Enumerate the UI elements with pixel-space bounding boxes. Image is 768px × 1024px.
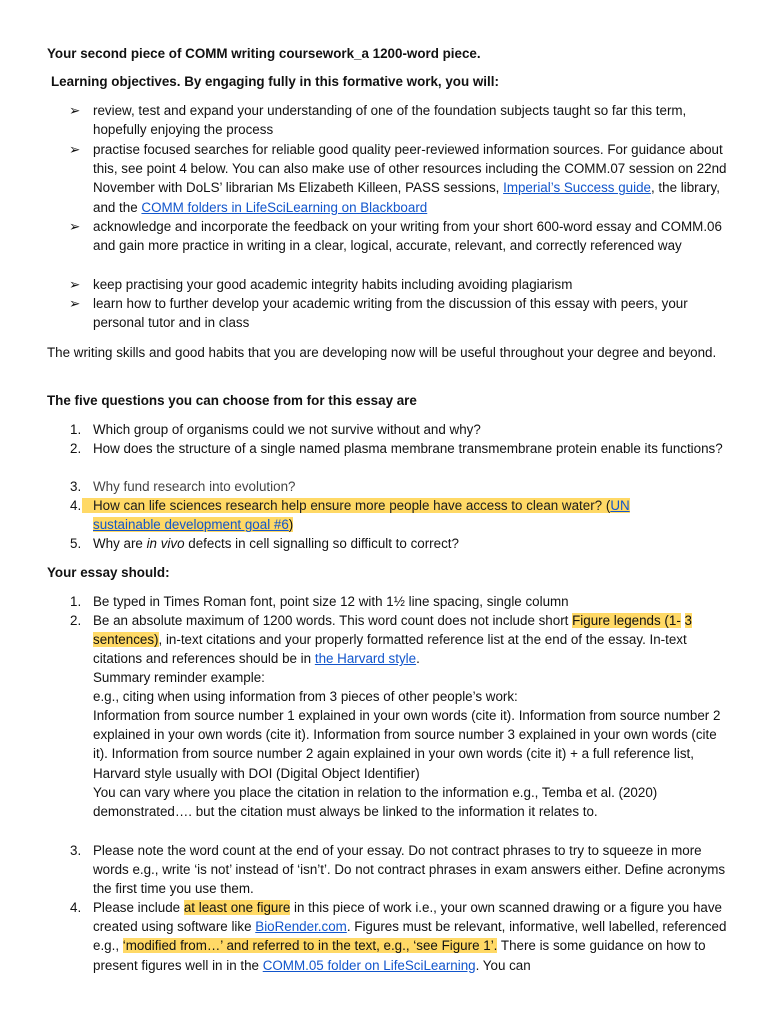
harvard-style-link[interactable]: the Harvard style — [314, 651, 417, 667]
list-number: 3. — [70, 479, 82, 494]
example-vary: You can vary where you place the citation in relation to the information e.g., Temba et al. (2020) demonstrated…. but the citation must always be linked to the information it relates to. — [93, 785, 658, 820]
essay-requirement-1: Be typed in Times Roman font, point size 12 with 1½ line spacing, single column — [93, 594, 569, 609]
essay-requirement-3: Please note the word count at the end of your essay. Do not contract phrases to try to squeeze in more words e.g., write ‘is not’ instead of ‘isn’t’. Do not contract phrases in exam answers either. Define acronyms the first time you use them. — [93, 843, 726, 897]
success-guide-link[interactable]: Imperial’s Success guide — [503, 180, 651, 196]
summary-label: Summary reminder example: — [93, 670, 265, 685]
essay-requirement-4 — [93, 898, 733, 975]
un-goal-link[interactable]: UN — [610, 498, 630, 513]
arrow-bullet-icon: ➢ — [69, 142, 81, 157]
essay-requirement-2 — [93, 611, 733, 669]
at-least-one-figure-highlight: at least one figure — [183, 900, 291, 915]
arrow-bullet-icon: ➢ — [69, 103, 81, 118]
requirement-4-text-c: . Figures must be relevant, informative, well labelled, referenced e.g., — [93, 919, 727, 954]
objective-2-text-b: , the library, and the — [93, 180, 720, 215]
example-body: Information from source number 1 explained in your own words (cite it). Information from source number 2 explained in your own words (cite it). Information from source number 3 explained in your own words (cite it). Information from source number 2 again explained in your own words (cite it) + a full reference list, Harvard style usually with DOI (Digital Object Identifier) — [93, 708, 721, 781]
arrow-bullet-icon: ➢ — [69, 219, 81, 234]
question-5-text-b: defects in cell signalling so difficult to correct? — [184, 536, 459, 551]
requirement-4-text-b: in this piece of work i.e., your own scanned drawing or a figure you have created using software like — [93, 900, 722, 935]
example-intro: e.g., citing when using information from 3 pieces of other people’s work: — [93, 689, 518, 704]
list-number: 5. — [70, 536, 82, 551]
question-4-close-paren: ) — [288, 517, 294, 532]
question-5-italic: in vivo — [146, 536, 185, 551]
un-goal-link-continued[interactable]: sustainable development goal #6 — [93, 517, 289, 532]
requirement-4-text-e: . You can — [475, 957, 531, 973]
objective-3: acknowledge and incorporate the feedback on your writing from your short 600-word essay and COMM.06 and gain more practice in writing in a clear, logical, accurate, relevant, and correctly referenced way — [93, 219, 722, 254]
figure-legends-highlight-continued: 3 sentences) — [93, 613, 692, 648]
question-5 — [93, 534, 733, 553]
requirement-2-text-c: . — [416, 651, 420, 667]
questions-heading: The five questions you can choose from for this essay are — [47, 393, 417, 408]
figure-legends-highlight: Figure legends (1- — [572, 613, 681, 628]
objective-2 — [93, 140, 733, 217]
list-number: 3. — [70, 843, 82, 858]
comm-folders-link[interactable]: COMM folders in LifeSciLearning on Blackboard — [141, 199, 428, 215]
question-4-continued — [93, 515, 733, 534]
list-number: 4. — [70, 900, 82, 915]
objective-4: keep practising your good academic integrity habits including avoiding plagiarism — [93, 277, 573, 292]
question-1: Which group of organisms could we not survive without and why? — [93, 422, 481, 437]
requirement-2-text-b: , in-text citations and your properly formatted reference list at the end of the essay. In-text citations and references should be in — [93, 632, 687, 667]
requirement-2-text-a: Be an absolute maximum of 1200 words. This word count does not include short — [93, 613, 573, 628]
list-number: 2. — [70, 613, 82, 628]
question-2: How does the structure of a single named plasma membrane transmembrane protein enable its functions? — [93, 441, 723, 456]
arrow-bullet-icon: ➢ — [69, 277, 81, 292]
objective-1: review, test and expand your understanding of one of the foundation subjects taught so far this term, hopefully enjoying the process — [93, 103, 687, 138]
question-3: Why fund research into evolution? — [93, 479, 296, 494]
list-number: 1. — [70, 594, 82, 609]
document-title: Your second piece of COMM writing coursework_a 1200-word piece. — [47, 46, 481, 61]
objective-2-text: practise focused searches for reliable good quality peer-reviewed information sources. For guidance about this, see point 4 below. You can also make use of other resources including the COMM.07 session on 22nd November with DoLS’ librarian Ms Elizabeth Killeen, PASS sessions, — [93, 142, 727, 196]
list-number: 1. — [70, 422, 82, 437]
comm05-folder-link[interactable]: COMM.05 folder on LifeSciLearning — [262, 957, 476, 973]
essay-heading: Your essay should: — [47, 565, 170, 580]
requirement-4-text-a: Please include — [93, 900, 184, 915]
biorender-link[interactable]: BioRender.com — [255, 919, 347, 935]
modified-from-highlight: ‘modified from…’ and referred to in the text, e.g., ‘see Figure 1’. — [122, 938, 498, 954]
objective-5: learn how to further develop your academic writing from the discussion of this essay with peers, your personal tutor and in class — [93, 296, 688, 331]
objectives-heading: Learning objectives. By engaging fully in this formative work, you will: — [51, 74, 499, 89]
list-number: 2. — [70, 441, 82, 456]
question-4-text: How can life sciences research help ensure more people have access to clean water? ( — [82, 498, 610, 513]
requirement-4-text-d: There is some guidance on how to present figures well in in the — [93, 938, 706, 973]
question-4 — [82, 496, 733, 515]
question-5-text-a: Why are — [93, 536, 147, 551]
list-number: 4. — [70, 498, 82, 513]
arrow-bullet-icon: ➢ — [69, 296, 81, 311]
habits-paragraph: The writing skills and good habits that you are developing now will be useful throughout your degree and beyond. — [47, 345, 717, 360]
